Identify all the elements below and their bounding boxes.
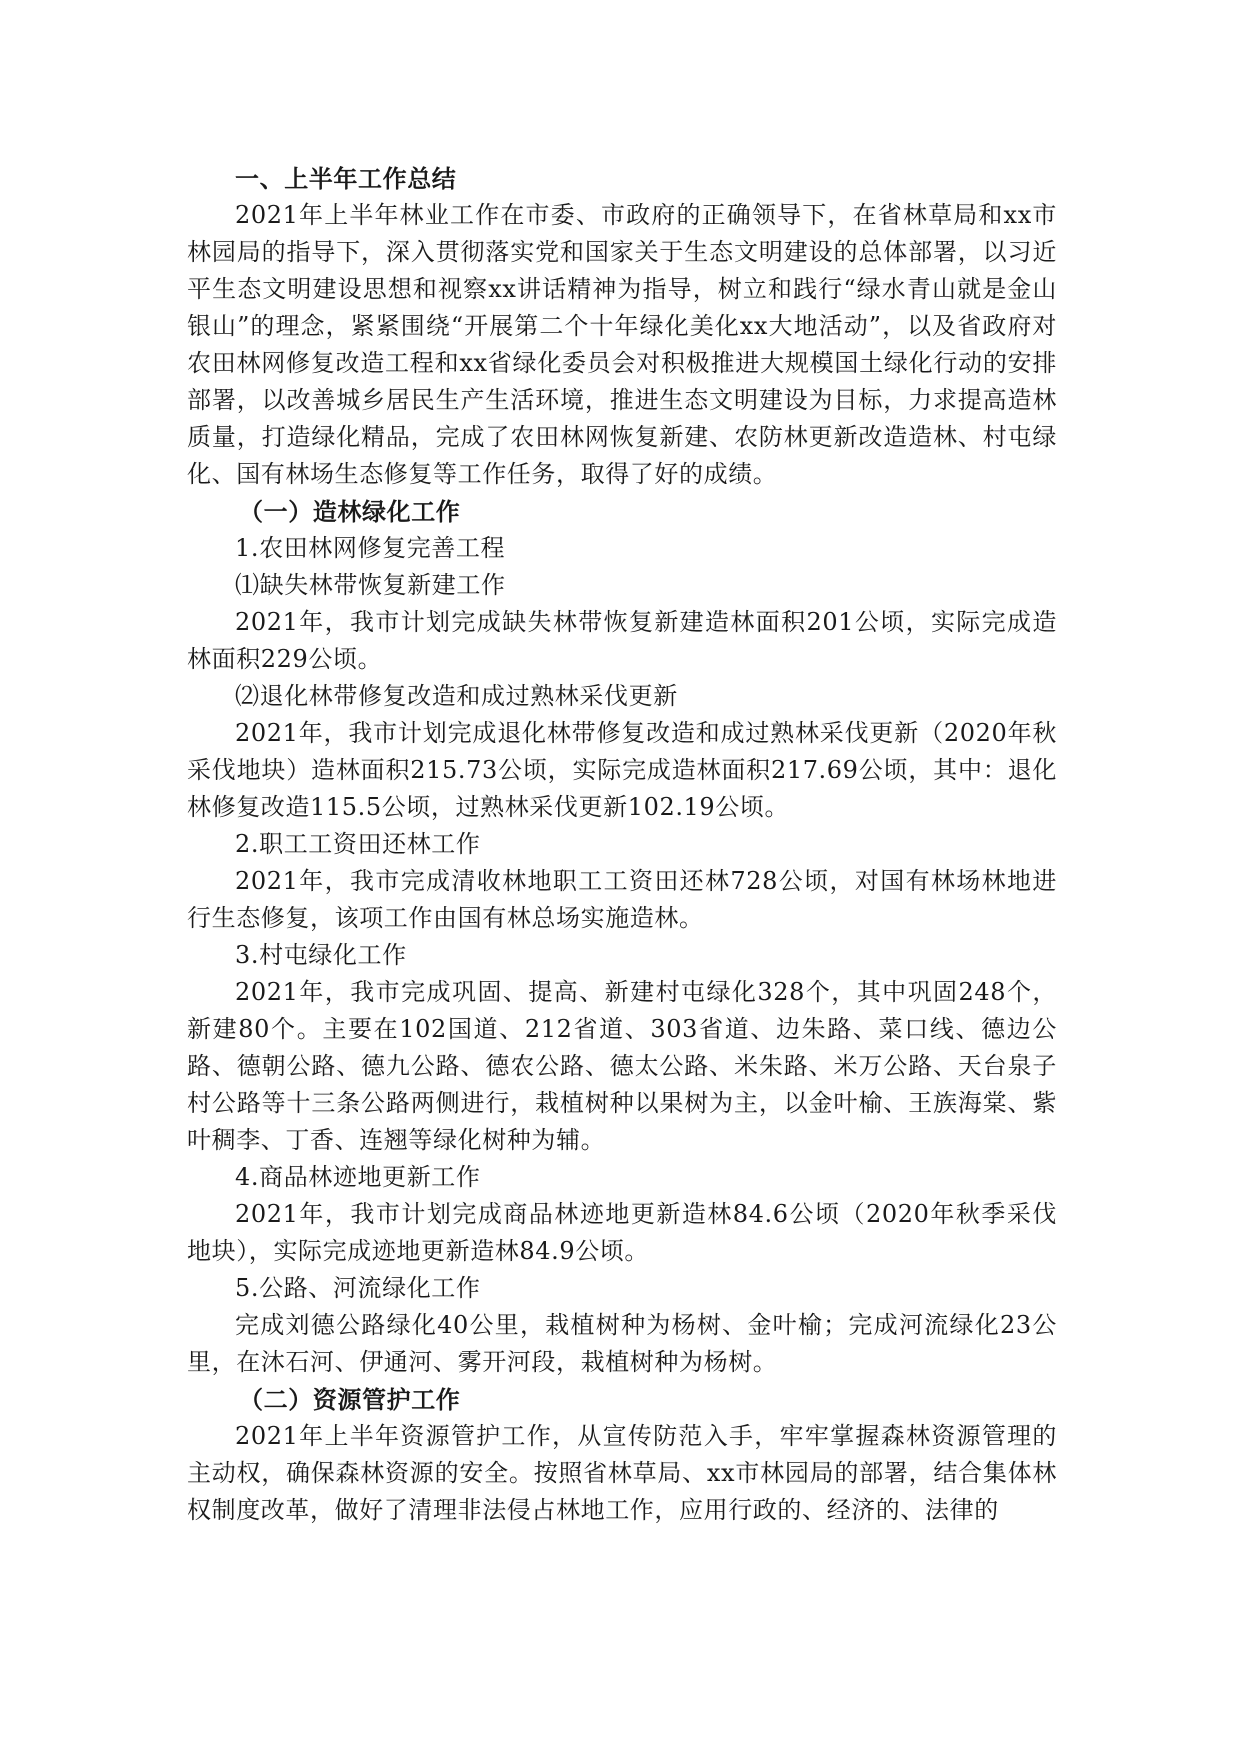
subitem-missing-belt-text: 2021年，我市计划完成缺失林带恢复新建造林面积201公顷，实际完成造林面积229公顷。 <box>187 608 1057 673</box>
section-resource-protection-text: 2021年上半年资源管护工作，从宣传防范入手，牢牢掌握森林资源管理的主动权，确保森林资源的安全。按照省林草局、xx市林园局的部署，结合集体林权制度改革，做好了清理非法侵占林地工作，应用行政的、经济的、法律的 <box>187 1422 1057 1524</box>
item-commercial-forest-text: 2021年，我市计划完成商品林迹地更新造林84.6公顷（2020年秋季采伐地块），实际完成迹地更新造林84.9公顷。 <box>187 1200 1057 1265</box>
item-commercial-forest-title: 4.商品林迹地更新工作 <box>235 1163 481 1191</box>
subitem-degraded-belt-title: ⑵退化林带修复改造和成过熟林采伐更新 <box>235 682 678 710</box>
item-farmland-shelterbelt-title: 1.农田林网修复完善工程 <box>235 534 506 562</box>
document-body <box>187 160 1057 1529</box>
section-afforestation-title: （一）造林绿化工作 <box>239 497 461 526</box>
heading-summary: 一、上半年工作总结 <box>235 164 457 193</box>
item-wage-field-title: 2.职工工资田还林工作 <box>235 830 481 858</box>
item-village-greening-text: 2021年，我市完成巩固、提高、新建村屯绿化328个，其中巩固248个，新建80个。主要在102国道、212省道、303省道、边朱路、菜口线、德边公路、德朝公路、德九公路、德农公路、德太公路、米朱路、米万公路、天台泉子村公路等十三条公路两侧进行，栽植树种以果树为主，以金叶榆、王族海棠、紫叶稠李、丁香、连翘等绿化树种为辅。 <box>187 978 1057 1154</box>
subitem-missing-belt-title: ⑴缺失林带恢复新建工作 <box>235 571 506 599</box>
item-village-greening-title: 3.村屯绿化工作 <box>235 941 407 969</box>
item-wage-field-text: 2021年，我市完成清收林地职工工资田还林728公顷，对国有林场林地进行生态修复，该项工作由国有林总场实施造林。 <box>187 867 1057 932</box>
section-resource-protection-title: （二）资源管护工作 <box>239 1385 461 1414</box>
subitem-degraded-belt-text: 2021年，我市计划完成退化林带修复改造和成过熟林采伐更新（2020年秋采伐地块）造林面积215.73公顷，实际完成造林面积217.69公顷，其中：退化林修复改造115.5公顷，过熟林采伐更新102.19公顷。 <box>187 719 1057 821</box>
item-road-river-text: 完成刘德公路绿化40公里，栽植树种为杨树、金叶榆；完成河流绿化23公里，在沐石河、伊通河、雾开河段，栽植树种为杨树。 <box>187 1311 1057 1376</box>
intro-paragraph: 2021年上半年林业工作在市委、市政府的正确领导下，在省林草局和xx市林园局的指导下，深入贯彻落实党和国家关于生态文明建设的总体部署，以习近平生态文明建设思想和视察xx讲话精神为指导，树立和践行“绿水青山就是金山银山”的理念，紧紧围绕“开展第二个十年绿化美化xx大地活动”，以及省政府对农田林网修复改造工程和xx省绿化委员会对积极推进大规模国土绿化行动的安排部署，以改善城乡居民生产生活环境，推进生态文明建设为目标，力求提高造林质量，打造绿化精品，完成了农田林网恢复新建、农防林更新改造造林、村屯绿化、国有林场生态修复等工作任务，取得了好的成绩。 <box>187 201 1057 488</box>
item-road-river-title: 5.公路、河流绿化工作 <box>235 1274 481 1302</box>
